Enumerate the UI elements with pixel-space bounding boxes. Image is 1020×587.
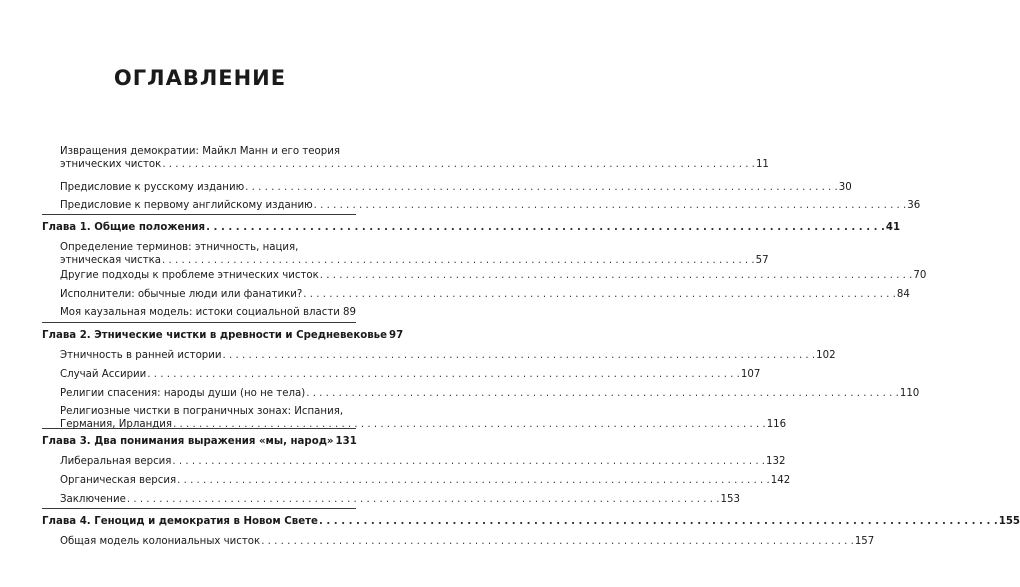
section-divider [42, 214, 356, 215]
toc-section-entry[interactable] [60, 242, 769, 267]
dot-leader [245, 182, 838, 195]
toc-entry-title: Либеральная версия [60, 456, 172, 467]
toc-entry-title: Глава 4. Геноцид и демократия в Новом Свете [42, 516, 318, 527]
toc-page-number: 41 [885, 222, 901, 233]
toc-entry-title: Органическая версия [60, 475, 177, 486]
toc-chapter-entry[interactable] [42, 436, 356, 449]
toc-page-number: 30 [838, 182, 852, 193]
toc-section-entry[interactable] [60, 456, 786, 469]
toc-section-entry[interactable] [60, 388, 920, 401]
toc-entry-title-line: Определение терминов: этничность, нация, [60, 242, 299, 253]
section-divider [42, 508, 356, 509]
dot-leader [320, 270, 913, 283]
toc-entry-title: Случай Ассирии [60, 369, 147, 380]
section-divider [42, 322, 356, 323]
toc-page-number: 131 [335, 436, 357, 447]
dot-leader [173, 419, 766, 432]
toc-entry-title: Глава 2. Этнические чистки в древности и Средневековье [42, 330, 388, 341]
toc-chapter-entry[interactable] [42, 222, 901, 235]
toc-page-number: 132 [766, 456, 786, 467]
toc-section-entry[interactable] [60, 350, 836, 363]
toc-section-entry[interactable] [60, 536, 875, 549]
toc-page-number: 102 [816, 350, 836, 361]
toc-page-number: 116 [766, 418, 787, 430]
toc-entry-title-line: Религиозные чистки в пограничных зонах: Испания, [60, 406, 344, 417]
toc-section-entry[interactable] [60, 369, 761, 382]
toc-section-entry[interactable] [60, 494, 740, 507]
toc-entry-title: Глава 1. Общие положения [42, 222, 206, 233]
dot-leader [303, 289, 896, 302]
toc-chapter-entry[interactable] [42, 516, 1020, 529]
toc-section-entry[interactable] [60, 182, 852, 195]
toc-entry-title: Заключение [60, 494, 126, 505]
toc-entry-title: Другие подходы к проблеме этнических чисток [60, 270, 319, 281]
toc-section-entry[interactable] [60, 475, 791, 488]
toc-page-number: 157 [854, 536, 875, 547]
toc-page-number: 97 [389, 330, 404, 341]
toc-page-number: 70 [913, 270, 927, 281]
toc-page-number: 153 [720, 494, 740, 505]
toc-section-entry[interactable] [60, 307, 356, 320]
toc-section-entry[interactable] [60, 406, 787, 431]
toc-page-number: 155 [998, 516, 1020, 527]
dot-leader [162, 255, 755, 268]
dot-leader [319, 516, 998, 529]
toc-entry-title: Исполнители: обычные люди или фанатики? [60, 289, 303, 300]
toc-entry-title: Предисловие к первому английскому изданию [60, 200, 313, 211]
toc-page-number: 142 [770, 475, 791, 486]
toc-chapter-entry[interactable] [42, 330, 404, 343]
toc-entry-title: Религии спасения: народы души (но не тела) [60, 388, 306, 399]
toc-page-number: 57 [755, 254, 769, 266]
toc-section-entry[interactable] [60, 200, 921, 213]
toc-section-entry[interactable] [60, 146, 769, 171]
toc-page-number: 36 [907, 200, 921, 211]
toc-section-entry[interactable] [60, 289, 910, 302]
dot-leader [206, 222, 885, 235]
toc-entry-title: Предисловие к русскому изданию [60, 182, 245, 193]
dot-leader [127, 494, 720, 507]
toc-entry-title: Моя каузальная модель: истоки социальной власти [60, 307, 340, 318]
toc-section-entry[interactable] [60, 270, 927, 283]
toc-entry-title: этническая чистка [60, 254, 162, 266]
dot-leader [306, 388, 899, 401]
dot-leader [314, 200, 907, 213]
dot-leader [147, 369, 740, 382]
toc-page-number: 89 [343, 307, 356, 318]
toc-page-number: 107 [740, 369, 761, 380]
dot-leader [172, 456, 765, 469]
toc-entry-title: этнических чисток [60, 158, 162, 170]
toc-entry-title: Германия, Ирландия [60, 418, 173, 430]
toc-page-number: 110 [899, 388, 920, 399]
dot-leader [177, 475, 770, 488]
dot-leader [162, 159, 755, 172]
dot-leader [223, 350, 816, 363]
toc-entry-title: Глава 3. Два понимания выражения «мы, народ» [42, 436, 334, 447]
toc-entry-title: Этничность в ранней истории [60, 350, 222, 361]
dot-leader [341, 307, 342, 320]
toc-entry-title: Общая модель колониальных чисток [60, 536, 261, 547]
dot-leader [261, 536, 854, 549]
toc-page-number: 11 [755, 158, 769, 170]
toc-entry-title-line: Извращения демократии: Майкл Манн и его теория [60, 146, 340, 157]
toc-page-number: 84 [896, 289, 910, 300]
page-title: ОГЛАВЛЕНИЕ [113, 66, 287, 90]
